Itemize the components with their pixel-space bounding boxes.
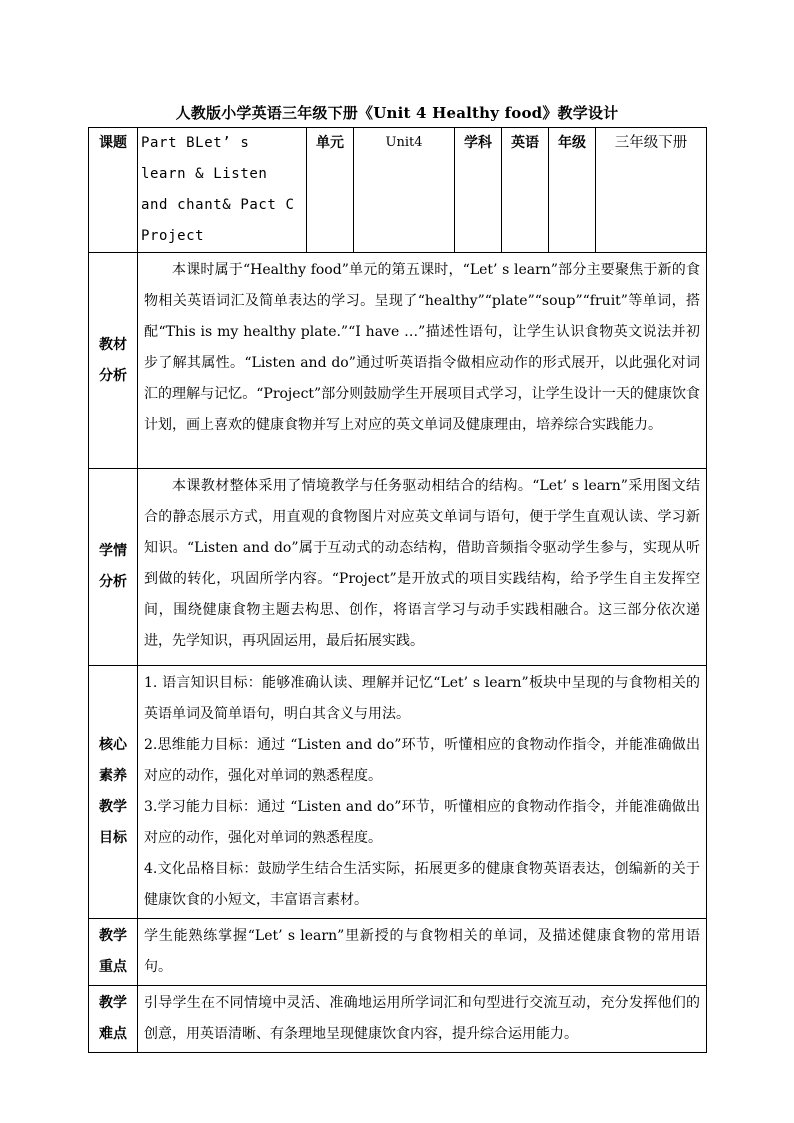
key-points-text: 学生能熟练掌握“Let’ s learn”里新授的与食物相关的单词，及描述健康食物的常用语句。 — [138, 919, 707, 986]
difficulties-row — [89, 986, 707, 1053]
document-title: 人教版小学英语三年级下册《Unit 4 Healthy food》教学设计 — [175, 104, 619, 122]
goals-row — [89, 666, 707, 919]
key-points-label: 教学重点 — [89, 919, 138, 986]
goal-item-1: 1. 语言知识目标：能够准确认读、理解并记忆“Let’ s learn”板块中呈现的与食物相关的英语单词及简单语句，明白其含义与用法。 — [144, 675, 700, 722]
topic-value: Part BLet’ s learn & Listen and chant& Pact C Project — [138, 128, 307, 253]
textbook-analysis-row — [89, 253, 707, 469]
goal-item-4: 4.文化品格目标：鼓励学生结合生活实际，拓展更多的健康食物英语表达，创编新的关于健康饮食的小短文，丰富语言素材。 — [144, 861, 700, 908]
goal-item-2: 2.思维能力目标：通过 “Listen and do”环节，听懂相应的食物动作指令，并能准确做出对应的动作，强化对单词的熟悉程度。 — [144, 737, 700, 784]
subject-label: 学科 — [455, 128, 502, 253]
lesson-plan-table — [88, 127, 707, 1053]
difficulties-text: 引导学生在不同情境中灵活、准确地运用所学词汇和句型进行交流互动，充分发挥他们的创意，用英语清晰、有条理地呈现健康饮食内容，提升综合运用能力。 — [138, 986, 707, 1053]
subject-value: 英语 — [502, 128, 549, 253]
grade-label: 年级 — [549, 128, 596, 253]
header-row — [89, 128, 707, 253]
textbook-analysis-text: 本课时属于“Healthy food”单元的第五课时，“Let’ s learn”部分主要聚焦于新的食物相关英语词汇及简单表达的学习。呈现了“healthy”“plate”“soup”“fruit”等单词，搭配“This is my healthy plate.”“I have …”描述性语句，让学生认识食物英文说法并初步了解其属性。“Listen and do”通过听英语指令做相应动作的形式展开，以此强化对词汇的理解与记忆。“Project”部分则鼓励学生开展项目式学习，让学生设计一天的健康饮食计划，画上喜欢的健康食物并写上对应的英文单词及健康理由，培养综合实践能力。 — [138, 253, 707, 469]
goals-list — [138, 666, 707, 919]
student-analysis-row — [89, 469, 707, 666]
student-analysis-label: 学情分析 — [89, 469, 138, 666]
difficulties-label: 教学难点 — [89, 986, 138, 1053]
unit-value: Unit4 — [354, 128, 455, 253]
textbook-analysis-label: 教材分析 — [89, 253, 138, 469]
topic-label: 课题 — [89, 128, 138, 253]
grade-value: 三年级下册 — [596, 128, 707, 253]
student-analysis-text: 本课教材整体采用了情境教学与任务驱动相结合的结构。“Let’ s learn”采用图文结合的静态展示方式，用直观的食物图片对应英文单词与语句，便于学生直观认读、学习新知识。“Listen and do”属于互动式的动态结构，借助音频指令驱动学生参与，实现从听到做的转化，巩固所学内容。“Project”是开放式的项目实践结构，给予学生自主发挥空间，围绕健康食物主题去构思、创作，将语言学习与动手实践相融合。这三部分依次递进，先学知识，再巩固运用，最后拓展实践。 — [138, 469, 707, 666]
unit-label: 单元 — [307, 128, 354, 253]
key-points-row — [89, 919, 707, 986]
goal-item-3: 3.学习能力目标：通过 “Listen and do”环节，听懂相应的食物动作指令，并能准确做出对应的动作，强化对单词的熟悉程度。 — [144, 799, 700, 846]
goals-label: 核心素养教学目标 — [89, 666, 138, 919]
